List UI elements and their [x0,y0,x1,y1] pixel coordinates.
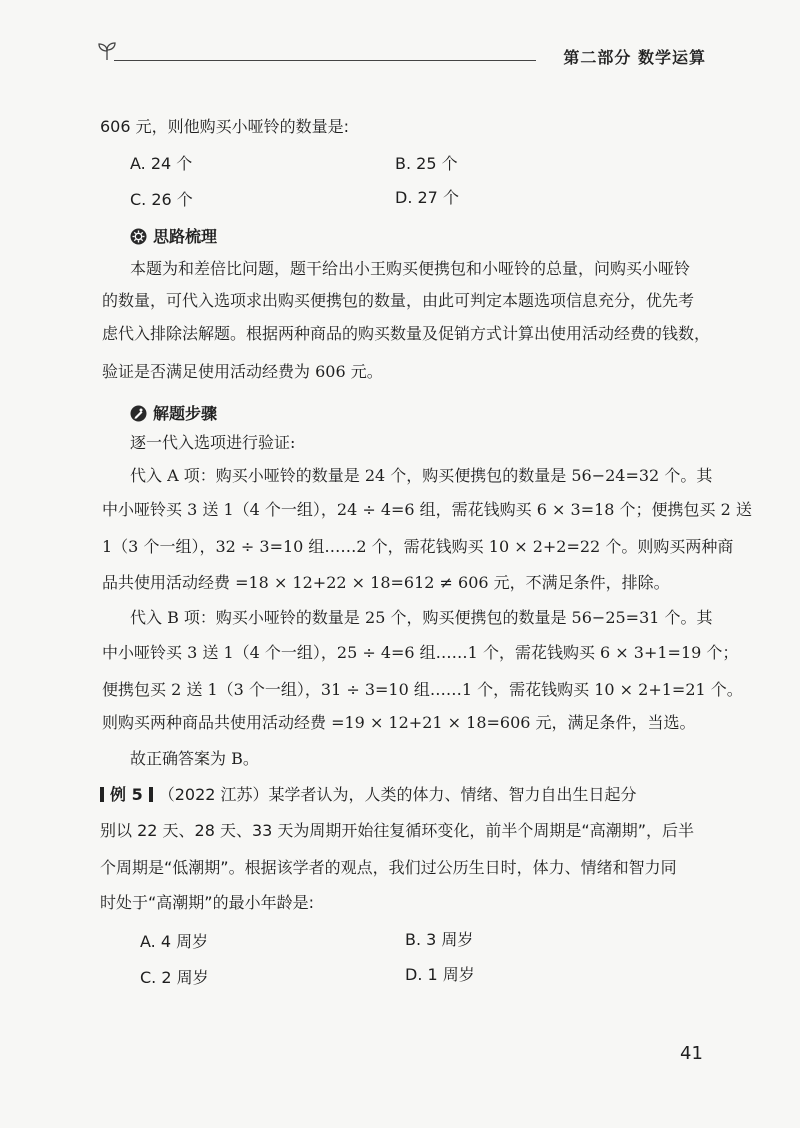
example-5-first-line [100,784,710,806]
option-b-line: 则购买两种商品共使用活动经费 =19 × 12+21 × 18=606 元，满足条件，当选。 [102,713,696,732]
page-number: 41 [680,1043,703,1064]
analysis-line: 本题为和差倍比问题，题干给出小王购买便携包和小哑铃的总量，问购买小哑铃 [130,259,691,278]
example-line: 时处于“高潮期”的最小年龄是: [100,893,314,912]
pen-icon [130,405,147,422]
gear-icon [130,228,147,245]
example-option-b: B. 3 周岁 [405,930,474,949]
analysis-title: 思路梳理 [153,227,218,246]
page-header [96,36,706,72]
option-c: C. 26 个 [130,190,193,209]
example-label: 例 5 [110,785,143,804]
header-rule [114,60,536,61]
analysis-line: 验证是否满足使用活动经费为 606 元。 [102,362,383,381]
option-b-line: 便携包买 2 送 1（3 个一组），31 ÷ 3=10 组……1 个，需花钱购买 10 × 2+1=21 个。 [102,680,743,699]
answer-line: 故正确答案为 B。 [130,749,259,768]
option-d: D. 27 个 [395,188,459,207]
example-line: （2022 江苏）某学者认为，人类的体力、情绪、智力自出生日起分 [158,785,637,804]
example-line: 个周期是“低潮期”。根据该学者的观点，我们过公历生日时，体力、情绪和智力同 [100,858,677,877]
option-a-line: 品共使用活动经费 =18 × 12+22 × 18=612 ≠ 606 元，不满足条件，排除。 [102,573,670,592]
example-line: 别以 22 天、28 天、33 天为周期开始往复循环变化，前半个周期是“高潮期”，后半 [100,821,695,840]
option-b-line: 中小哑铃买 3 送 1（4 个一组），25 ÷ 4=6 组……1 个，需花钱购买 6 × 3+1=19 个； [102,643,739,662]
section-title: 第二部分 数学运算 [563,48,706,67]
example-option-c: C. 2 周岁 [140,968,209,987]
sprout-icon [96,40,118,62]
example-bar-left [100,787,104,802]
question-tail: 606 元，则他购买小哑铃的数量是: [100,117,350,136]
option-a-line: 代入 A 项：购买小哑铃的数量是 24 个，购买便携包的数量是 56−24=32 个。其 [130,466,713,485]
solution-heading [130,401,217,424]
option-b: B. 25 个 [395,154,458,173]
analysis-heading [130,224,217,247]
example-bar-right [149,787,153,802]
solution-intro: 逐一代入选项进行验证: [130,433,296,452]
example-option-a: A. 4 周岁 [140,932,209,951]
solution-title: 解题步骤 [153,404,218,423]
analysis-line: 的数量，可代入选项求出购买便携包的数量，由此可判定本题选项信息充分，优先考 [102,291,695,310]
analysis-line: 虑代入排除法解题。根据两种商品的购买数量及促销方式计算出使用活动经费的钱数， [102,324,711,343]
example-option-d: D. 1 周岁 [405,965,475,984]
option-a-line: 中小哑铃买 3 送 1（4 个一组），24 ÷ 4=6 组，需花钱购买 6 × 3=18 个；便携包买 2 送 [102,500,752,519]
option-a-line: 1（3 个一组），32 ÷ 3=10 组……2 个，需花钱购买 10 × 2+2=22 个。则购买两种商 [102,537,734,556]
option-b-line: 代入 B 项：购买小哑铃的数量是 25 个，购买便携包的数量是 56−25=31 个。其 [130,608,713,627]
option-a: A. 24 个 [130,154,193,173]
